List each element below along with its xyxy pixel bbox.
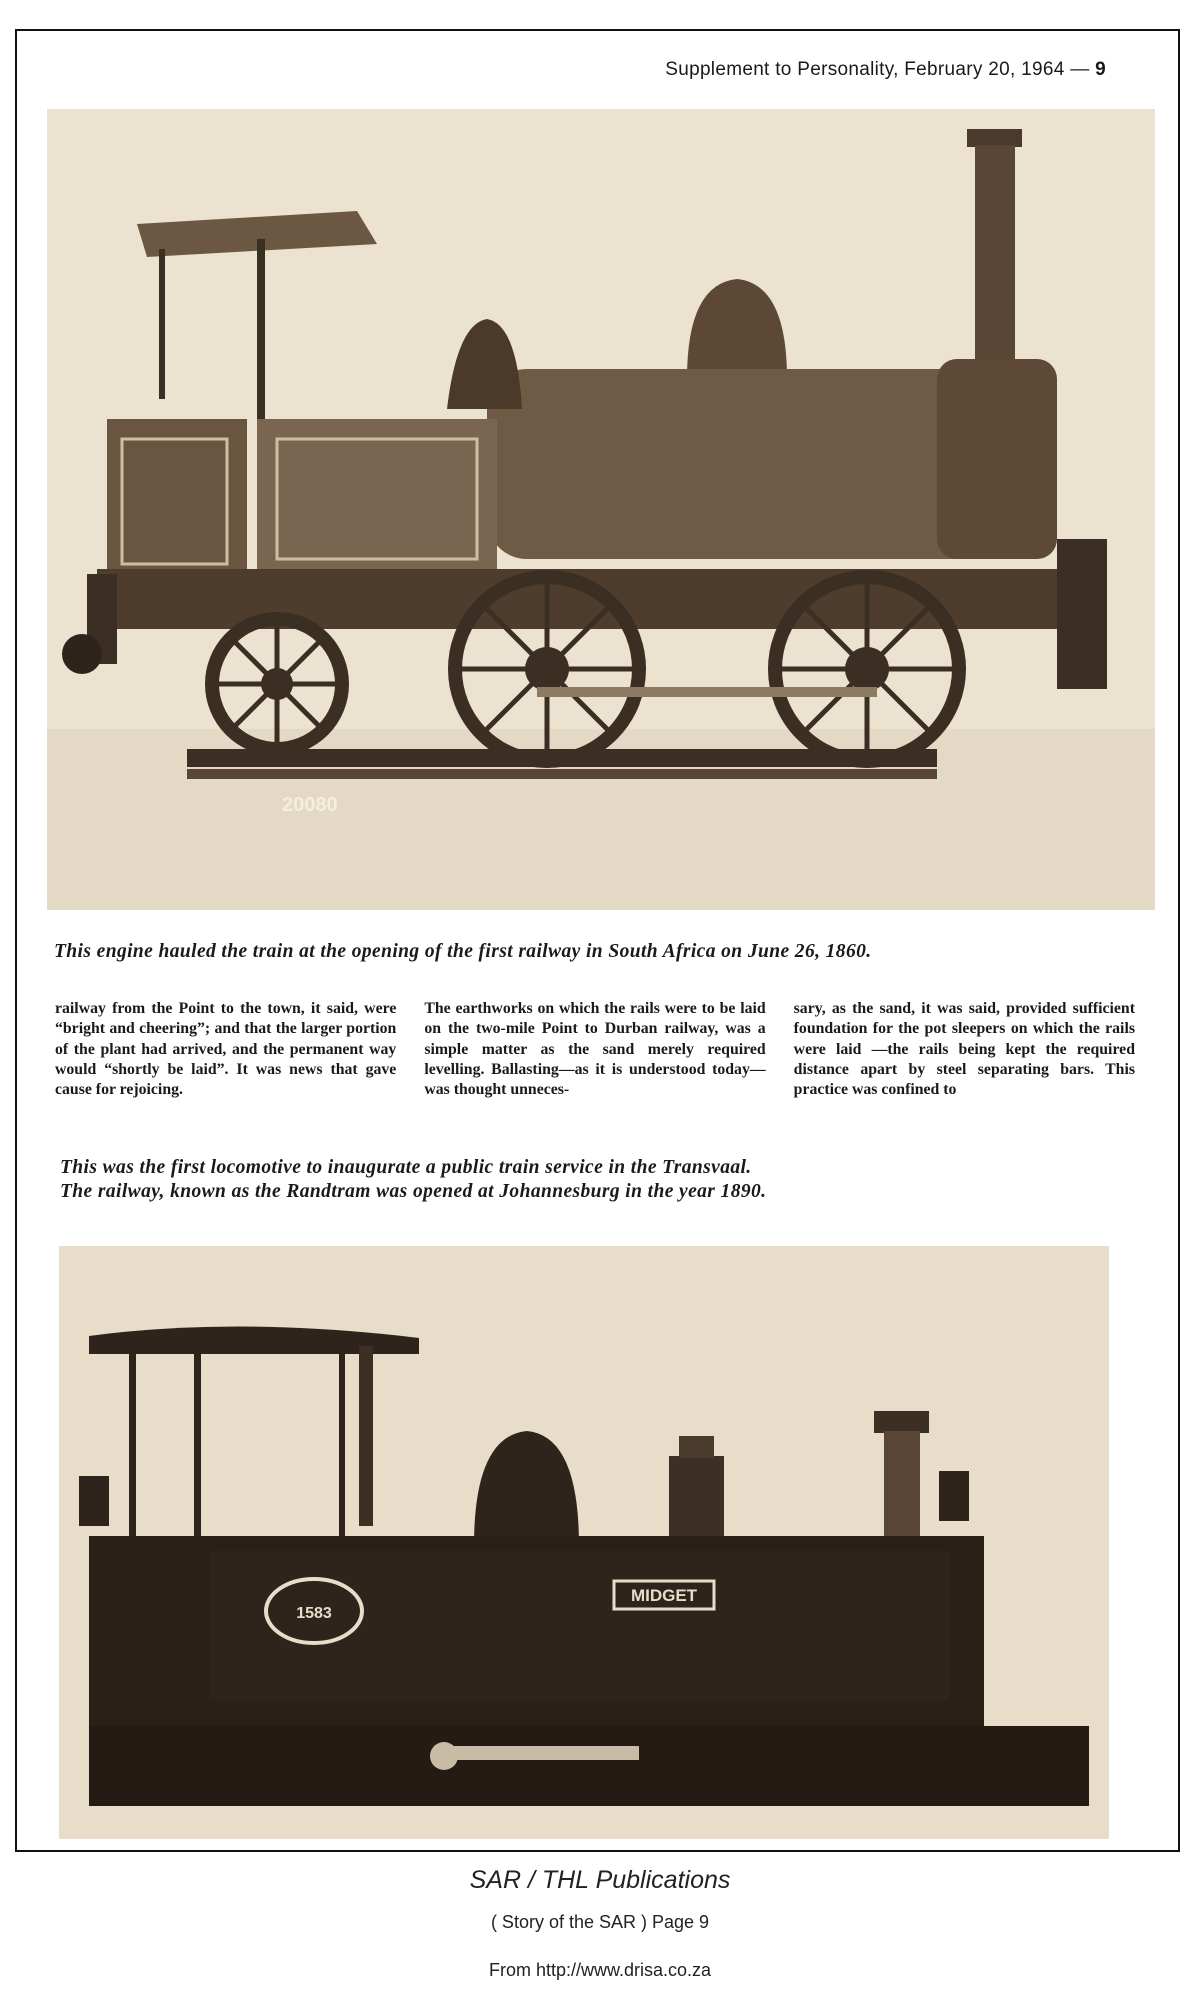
article-column-2: The earthworks on which the rails were to be laid on the two-mile Point to Durban railway, was a simple matter as the sand merely required levelling. Ballasting—as it is understood today—was thought unneces- [424,1000,766,1099]
running-header [665,59,1106,81]
article-column-1: railway from the Point to the town, it said, were “bright and cheering”; and that the larger portion of the plant had arrived, and the permanent way would “shortly be laid”. It was news that gave cause for rejoicing. [55,1000,397,1099]
caption-1860-engine: This engine hauled the train at the opening of the first railway in South Africa on June 26, 1860. [54,941,872,962]
frame-marking: M.W 1583 [169,1813,224,1827]
scanned-page [15,29,1180,1852]
locomotive-illustration-1860 [47,109,1155,910]
locomotive-photo-1860 [47,109,1155,910]
running-title: Supplement to Personality, February 20, 1964 — [665,59,1090,80]
footer-source-link: From http://www.drisa.co.za [488,1960,712,1980]
works-plate-number: 1583 [296,1605,332,1622]
article-column-3: sary, as the sand, it was said, provided sufficient foundation for the pot sleepers on which the rails were laid —the rails being kept the required distance apart by steel separating bars. This practice was confined to [793,1000,1135,1099]
caption-line-2: The railway, known as the Randtram was opened at Johannesburg in the year 1890. [60,1181,767,1202]
footer-publisher: SAR / THL Publications [469,1866,731,1894]
plate-number: 20080 [282,794,338,816]
locomotive-illustration-midget [59,1246,1109,1839]
page-number: 9 [1095,59,1106,80]
footer-page-reference: ( Story of the SAR ) Page 9 [490,1912,710,1932]
caption-line-1: This was the first locomotive to inaugurate a public train service in the Transvaal. [60,1157,752,1178]
article-body [55,999,1135,1129]
name-plate: MIDGET [630,1586,698,1605]
locomotive-photo-midget [59,1246,1109,1839]
caption-randtram-locomotive [60,1156,1140,1204]
